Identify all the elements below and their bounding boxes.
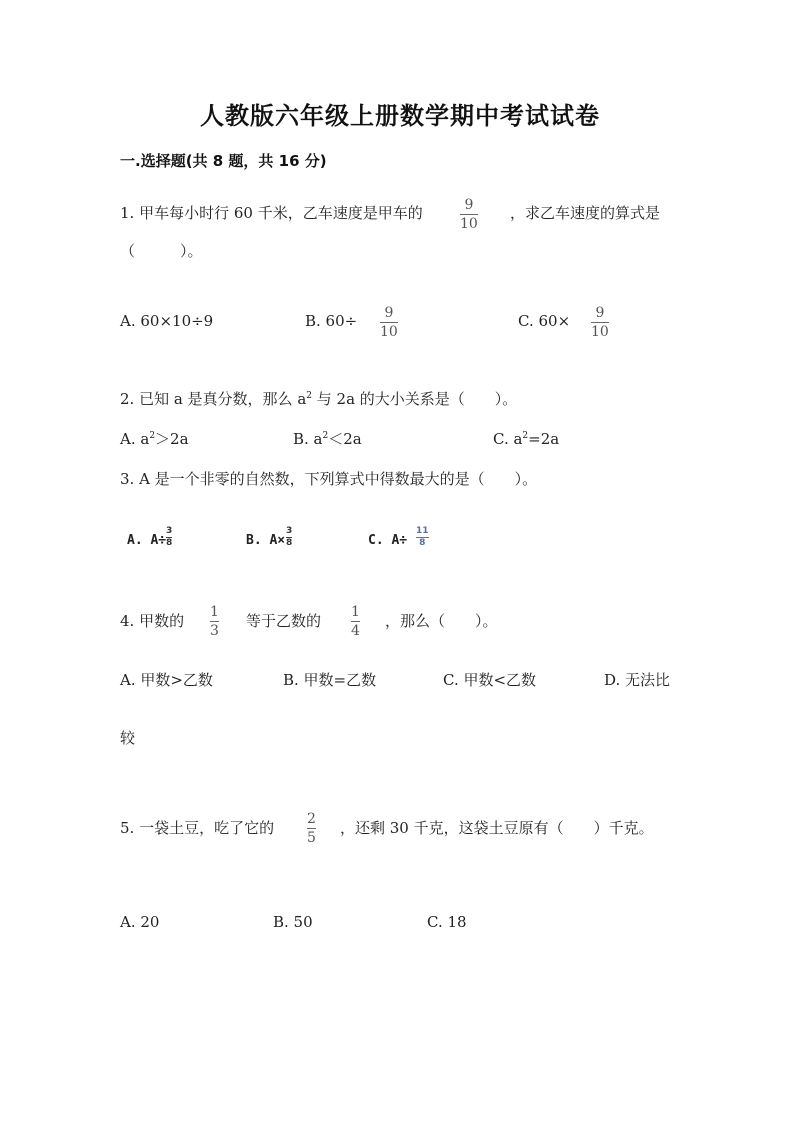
q1-option-b-fraction-bar: [380, 322, 398, 323]
q5-fraction-den: 5: [307, 830, 316, 846]
q2-text-a: 2. 已知 a 是真分数，那么 a: [120, 390, 307, 408]
q3-option-c-fraction: [416, 527, 429, 548]
q1-option-c-fraction-bar: [591, 322, 609, 323]
q2-option-c: [493, 429, 559, 449]
q3-option-a-fraction-den: 8: [166, 538, 173, 548]
q5-option-b: B. 50: [273, 913, 313, 931]
q5-fraction-num: 2: [307, 811, 316, 827]
q4-option-d-continued: 较: [120, 729, 136, 747]
q2-option-a-post: ＞2a: [155, 430, 189, 448]
q4-option-c: C. 甲数<乙数: [443, 671, 537, 689]
q4-option-b: B. 甲数=乙数: [283, 671, 377, 689]
q5-fraction-bar: [307, 828, 316, 829]
q5-option-a: A. 20: [120, 913, 160, 931]
q1-option-a: A. 60×10÷9: [120, 312, 214, 330]
q3-option-b-fraction: [286, 527, 292, 548]
q1-option-b-fraction-den: 10: [380, 324, 398, 340]
q3-option-a-fraction-num: 3: [166, 526, 173, 536]
q3-option-c-fraction-num: 11: [416, 526, 429, 536]
q1-fraction-den: 10: [460, 216, 478, 232]
q1-option-b-fraction: [380, 306, 398, 340]
q1-text-b: ，求乙车速度的算式是: [510, 204, 661, 222]
q4-option-a: A. 甲数>乙数: [120, 671, 213, 689]
q1-option-b-fraction-num: 9: [384, 305, 394, 321]
q1-fraction-bar: [460, 214, 478, 215]
q3-option-c-fraction-den: 8: [419, 538, 426, 548]
q4-option-d: D. 无法比: [604, 671, 671, 689]
q4-text-a: 4. 甲数的: [120, 612, 185, 630]
q5-text-b: ，还剩 30 千克，这袋土豆原有（ ）千克。: [340, 819, 654, 837]
q2-option-a-sup: 2: [149, 431, 156, 441]
q2-text-b: 与 2a 的大小关系是（ ）。: [312, 390, 518, 408]
q4-fraction-2-num: 1: [351, 604, 360, 620]
q3-option-a-fraction: [166, 527, 172, 548]
q2-option-c-pre: C. a: [493, 430, 523, 448]
section-heading: 一.选择题(共 8 题，共 16 分): [120, 152, 327, 170]
q2-superscript: 2: [306, 391, 313, 401]
q3-option-b-fraction-den: 8: [286, 538, 293, 548]
q5-fraction: [307, 812, 316, 846]
q1-option-c-fraction-num: 9: [595, 305, 605, 321]
q4-text-c: ，那么（ ）。: [385, 612, 498, 630]
q4-fraction-1-bar: [210, 621, 219, 622]
q1-option-c-fraction: [591, 306, 609, 340]
q4-fraction-2: [351, 605, 360, 639]
q2-option-b-post: ＜2a: [328, 430, 362, 448]
q4-fraction-2-den: 4: [351, 623, 360, 639]
q4-text-b: 等于乙数的: [246, 612, 322, 630]
q1-text-c: （ ）。: [120, 242, 203, 260]
q2-option-c-sup: 2: [522, 431, 529, 441]
q2-option-b-pre: B. a: [293, 430, 323, 448]
q2-option-b-sup: 2: [322, 431, 329, 441]
q1-fraction-num: 9: [464, 197, 474, 213]
q2-option-c-post: =2a: [528, 430, 560, 448]
q4-fraction-2-bar: [351, 621, 360, 622]
q2-option-b: [293, 429, 362, 449]
q2-text: [120, 389, 517, 409]
q4-fraction-1-num: 1: [210, 604, 219, 620]
q1-option-b: B. 60÷: [305, 312, 358, 330]
page-title: 人教版六年级上册数学期中考试试卷: [200, 102, 600, 130]
q2-option-a: [120, 429, 189, 449]
q2-option-a-pre: A. a: [120, 430, 150, 448]
q5-option-c: C. 18: [427, 913, 467, 931]
q1-option-c-fraction-den: 10: [591, 324, 609, 340]
q5-text-a: 5. 一袋土豆，吃了它的: [120, 819, 275, 837]
q3-text: 3. A 是一个非零的自然数，下列算式中得数最大的是（ ）。: [120, 470, 538, 488]
q1-fraction: [460, 198, 478, 232]
q4-fraction-1-den: 3: [210, 623, 219, 639]
q1-option-c: C. 60×: [518, 312, 571, 330]
q3-option-a: A. A÷: [127, 533, 167, 548]
q4-fraction-1: [210, 605, 219, 639]
q3-option-c: C. A÷: [368, 533, 408, 548]
q3-option-b: B. A×: [246, 533, 286, 548]
q3-option-b-fraction-num: 3: [286, 526, 293, 536]
q1-text-a: 1. 甲车每小时行 60 千米，乙车速度是甲车的: [120, 204, 423, 222]
